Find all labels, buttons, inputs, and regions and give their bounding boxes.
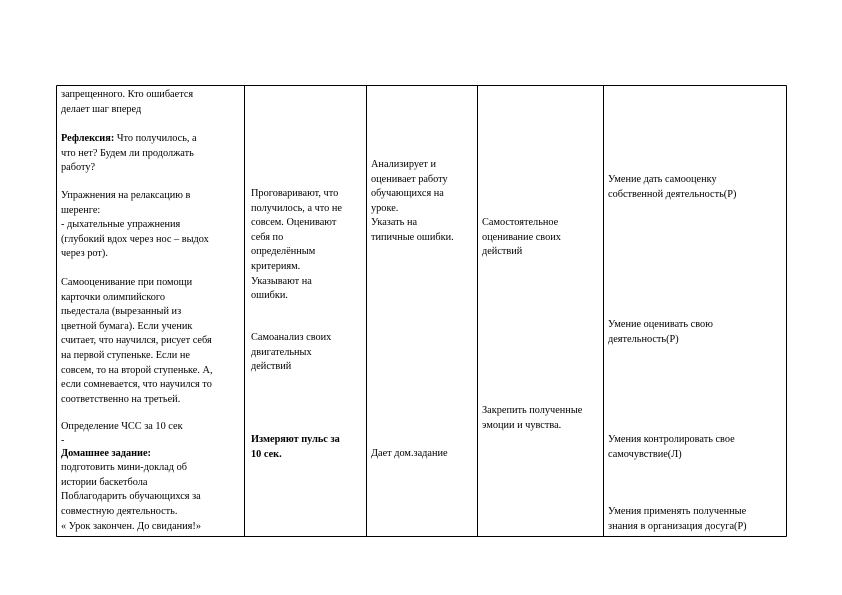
text-line: Умение оценивать свою <box>608 319 713 330</box>
text-line: карточки олимпийского <box>61 291 165 303</box>
text-line: Самооценивание при помощи <box>61 277 193 288</box>
col3-text-b <box>371 447 448 462</box>
text-line: эмоции и чувства. <box>482 419 562 431</box>
text-line: ошибки. <box>251 290 288 302</box>
col2-text-c <box>251 433 340 462</box>
text-line: оценивание своих <box>482 231 561 243</box>
reflection-label: Рефлексия: <box>61 133 115 144</box>
text-line: на первой ступеньке. Если не <box>61 349 190 361</box>
text-line: Анализирует и <box>371 159 437 170</box>
text-line: запрещенного. Кто ошибается <box>61 89 194 100</box>
text-line: Указывают на <box>251 275 312 287</box>
col1-reflection <box>61 132 197 176</box>
col4-text-a <box>482 216 561 260</box>
text-line: Умение дать самооценку <box>608 174 717 185</box>
text-line: деятельность(Р) <box>608 333 679 345</box>
text-line: Самостоятельное <box>482 217 559 228</box>
homework-label-line <box>61 447 201 462</box>
col1-relaxation <box>61 189 209 262</box>
text-line: Определение ЧСС за 10 сек <box>61 421 183 432</box>
text-line: Указать на <box>371 217 418 229</box>
text-line: типичные ошибки. <box>371 231 454 243</box>
text-line: цветной бумага). Если ученик <box>61 320 193 332</box>
text-line: что нет? Будем ли продолжать <box>61 147 194 159</box>
text-line: истории баскетбола <box>61 476 148 488</box>
text-line: определённым <box>251 246 316 258</box>
col1-self-assessment <box>61 276 213 407</box>
text-line: действий <box>251 361 292 373</box>
text-line: знания в организация досуга(Р) <box>608 520 747 532</box>
text-line: Проговаривают, что <box>251 188 339 199</box>
text-line: обучающихся на <box>371 188 444 200</box>
text-line: если сомневается, что научился то <box>61 379 212 391</box>
text-line: пьедестала (вырезанный из <box>61 306 182 318</box>
text-line: Умения контролировать свое <box>608 434 735 445</box>
col5-text-d <box>608 505 747 534</box>
text-line: Поблагодарить обучающихся за <box>61 491 201 503</box>
text-line: двигательных <box>251 346 312 358</box>
text-line: « Урок закончен. До свидания!» <box>61 520 201 532</box>
col4-text-b <box>482 404 582 433</box>
homework-label: Домашнее задание: <box>61 447 151 459</box>
text-line: шеренге: <box>61 204 101 216</box>
text-line: самочувствие(Л) <box>608 448 682 460</box>
text-line: Умения применять полученные <box>608 506 747 517</box>
text-line: действий <box>482 246 523 258</box>
text-line: себя по <box>251 231 284 243</box>
text-line: совсем, то на второй ступеньке. А, <box>61 364 213 376</box>
text-line: критериям. <box>251 260 301 272</box>
text-line: подготовить мини-доклад об <box>61 462 188 474</box>
text-line: Упражнения на релаксацию в <box>61 190 191 201</box>
text-line: совместную деятельность. <box>61 505 178 517</box>
text-line: - дыхательные упражнения <box>61 219 181 231</box>
text-line: 10 сек. <box>251 448 282 460</box>
text-line: совсем. Оценивают <box>251 217 337 229</box>
col5-text-c <box>608 433 735 462</box>
col2-text-a <box>251 187 342 304</box>
text-line: считает, что научился, рисует себя <box>61 335 212 347</box>
text-line: (глубокий вдох через нос – выдох <box>61 233 209 245</box>
text-line: Самоанализ своих <box>251 332 332 343</box>
text-line: Дает дом.задание <box>371 448 448 459</box>
text-line: оценивает работу <box>371 173 448 185</box>
text-line: работу? <box>61 162 96 174</box>
col5-text-a <box>608 173 736 202</box>
col1-top-text <box>61 88 193 117</box>
text-line: Измеряют пульс за <box>251 434 340 445</box>
reflection-line <box>61 132 197 147</box>
text-line: соответственно на третьей. <box>61 393 181 405</box>
text-line: Закрепить полученные <box>482 405 583 416</box>
col5-text-b <box>608 318 713 347</box>
text-line: собственной деятельность(Р) <box>608 188 737 200</box>
text-line: делает шаг вперед <box>61 103 142 115</box>
text-line: - <box>61 434 65 446</box>
col3-text-a <box>371 158 454 246</box>
text-line: через рот). <box>61 248 108 260</box>
text-line: получилось, а что не <box>251 202 342 214</box>
col2-text-b <box>251 331 331 375</box>
col1-heart-rate <box>61 420 201 534</box>
reflection-rest: Что получилось, а <box>114 133 197 144</box>
text-line: уроке. <box>371 202 399 214</box>
